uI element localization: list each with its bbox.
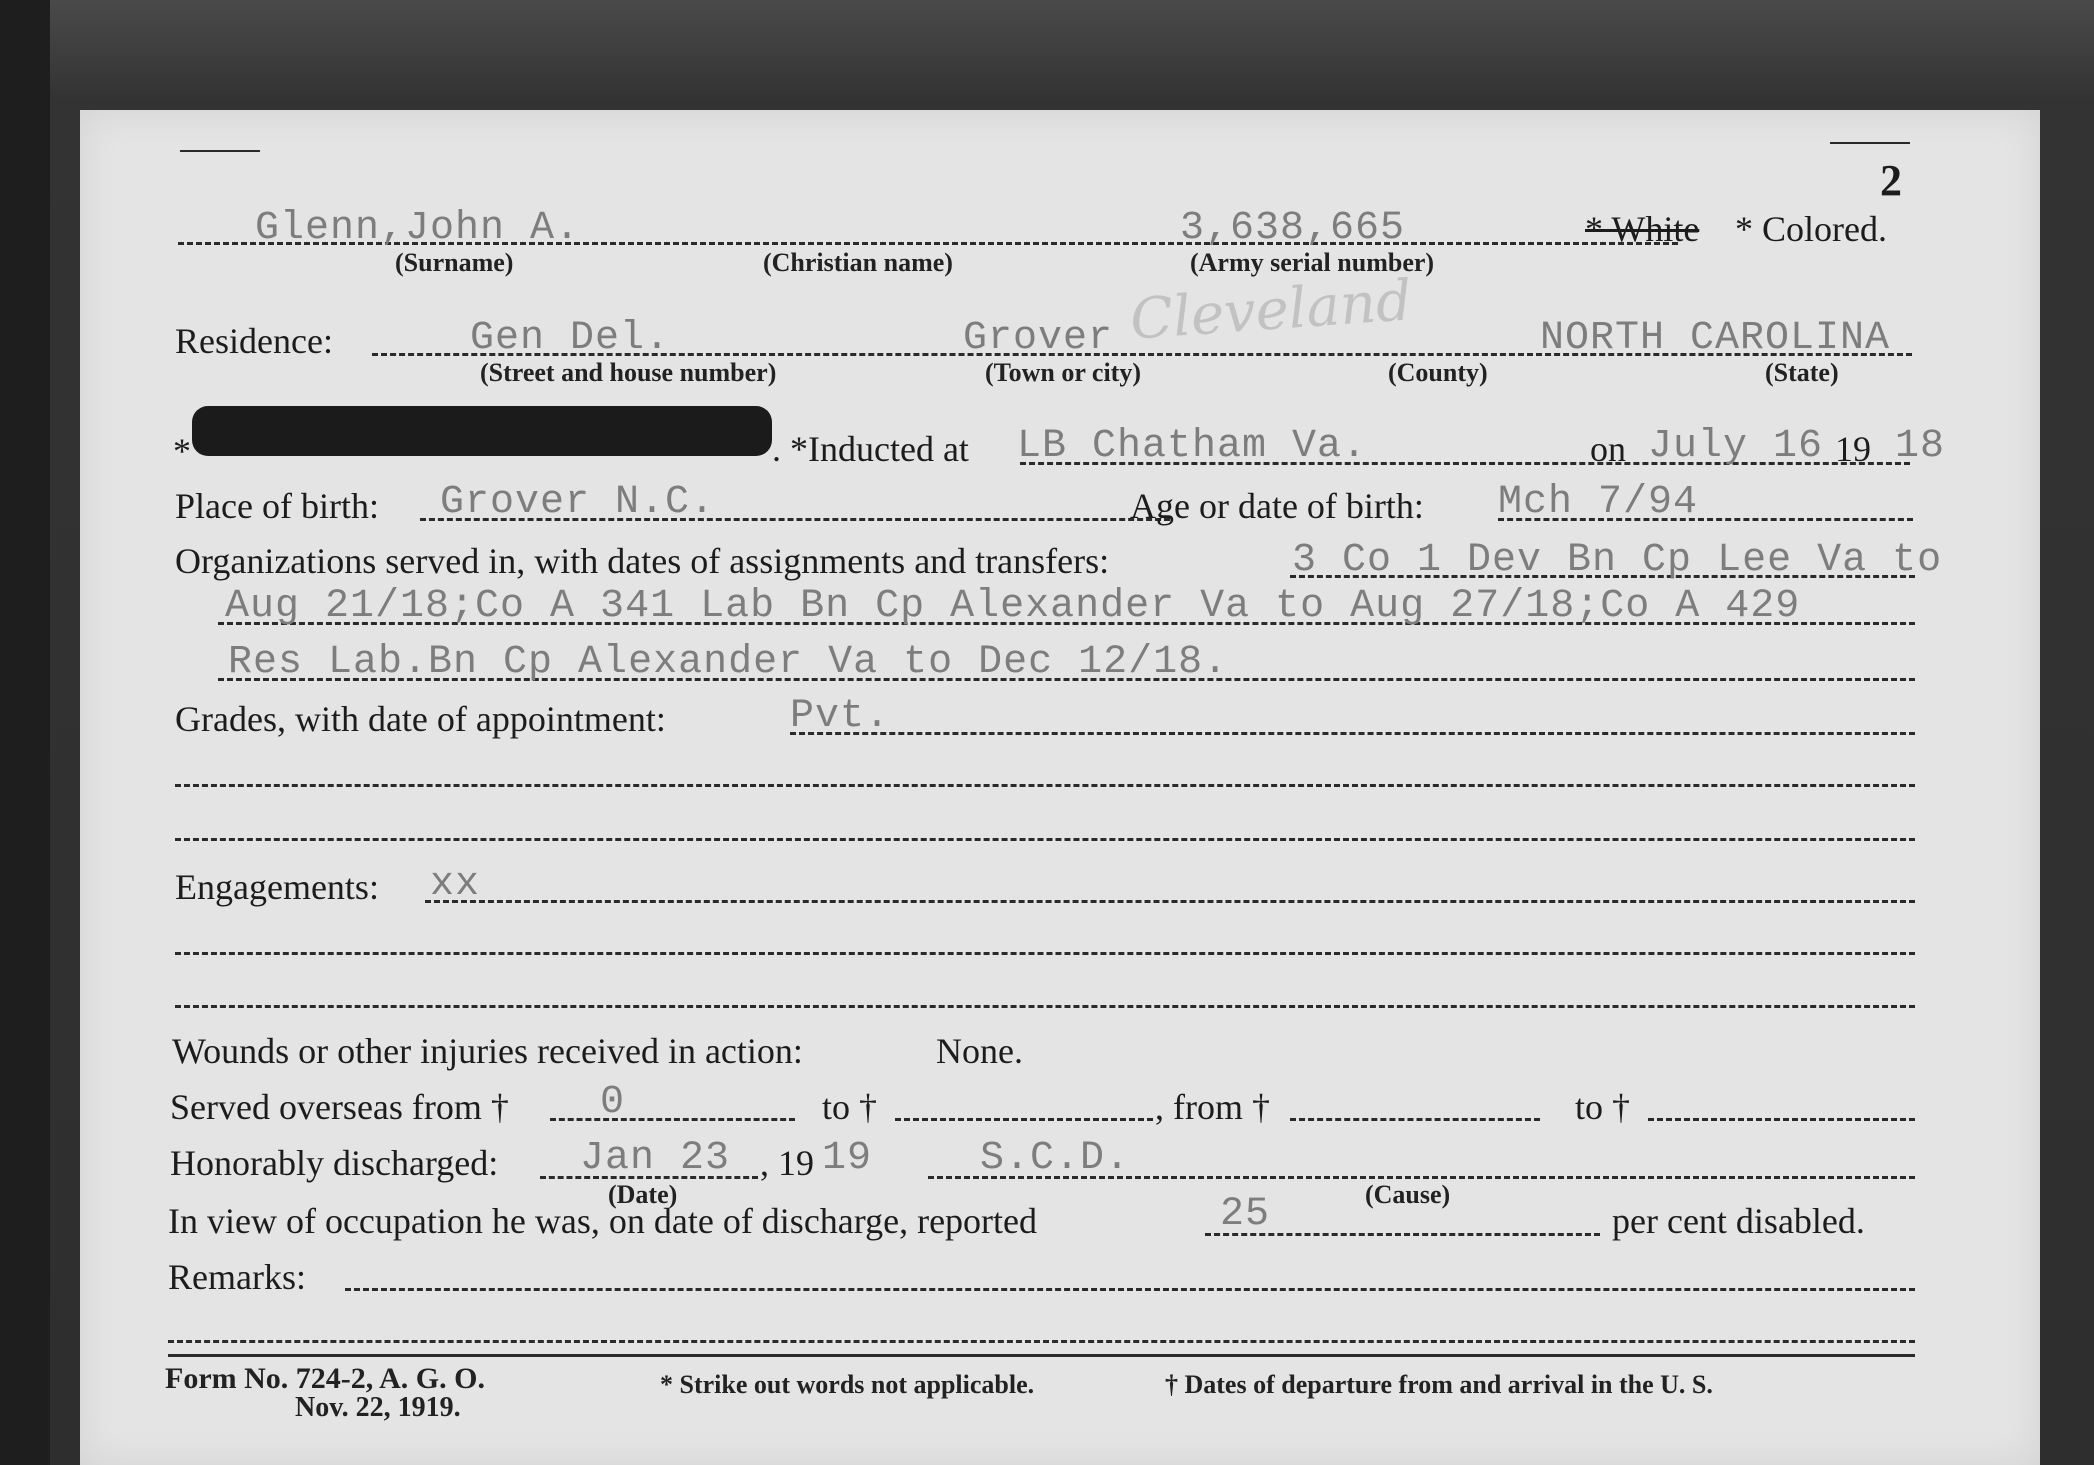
engagements-line-3 <box>175 1005 1915 1008</box>
orgs-line-3-value: Res Lab.Bn Cp Alexander Va to Dec 12/18. <box>228 640 1229 685</box>
residence-county-handwritten: Cleveland <box>1128 268 1414 353</box>
remarks-line-2 <box>168 1340 1915 1343</box>
overseas-to2-line <box>1648 1118 1915 1121</box>
disabled-suffix: per cent disabled. <box>1612 1201 1865 1241</box>
orgs-line-2-value: Aug 21/18;Co A 341 Lab Bn Cp Alexander Va to Aug 27/18;Co A 429 <box>225 584 1801 629</box>
overseas-from-line <box>550 1118 795 1121</box>
organizations-label: Organizations served in, with dates of assignments and transfers: <box>175 541 1110 581</box>
grades-line-3 <box>175 838 1915 841</box>
overseas-from2-label: , from † <box>1155 1087 1270 1127</box>
wounds-label: Wounds or other injuries received in action: <box>172 1031 803 1071</box>
engagements-label: Engagements: <box>175 867 379 907</box>
engagements-value: xx <box>430 862 481 907</box>
overseas-to1-label: to † <box>822 1087 878 1127</box>
grades-line-2 <box>175 784 1915 787</box>
disabled-label: In view of occupation he was, on date of discharge, reported <box>168 1201 1038 1241</box>
footnote-dates: † Dates of departure from and arrival in the U. S. <box>1165 1370 1713 1399</box>
inducted-date: July 16 <box>1648 424 1824 469</box>
discharged-year: 19 <box>822 1136 873 1181</box>
inducted-year-prefix: 19 <box>1835 429 1871 469</box>
discharged-date: Jan 23 <box>580 1136 731 1181</box>
birthplace-value: Grover N.C. <box>440 480 716 525</box>
footnote-strike-out: * Strike out words not applicable. <box>660 1370 1035 1399</box>
orgs-line-1-value: 3 Co 1 Dev Bn Cp Lee Va to <box>1292 538 1943 583</box>
scan-edge <box>0 0 50 1465</box>
race-white <box>1585 208 1699 250</box>
inducted-place: LB Chatham Va. <box>1017 424 1368 469</box>
residence-street: Gen Del. <box>470 316 671 361</box>
redacted-asterisk: * <box>173 431 191 471</box>
on-label: on <box>1590 429 1626 469</box>
label-surname: (Surname) <box>395 248 514 277</box>
birthplace-label: Place of birth: <box>175 486 379 526</box>
engagements-line-2 <box>175 952 1915 955</box>
remarks-line <box>345 1288 1915 1291</box>
serial-value: 3,638,665 <box>1180 206 1406 251</box>
top-left-rule <box>180 150 260 152</box>
label-army-serial: (Army serial number) <box>1190 248 1435 277</box>
overseas-to2-label: to † <box>1575 1087 1631 1127</box>
wounds-value: None. <box>936 1031 1023 1071</box>
page-number: 2 <box>1880 156 1902 205</box>
top-right-rule <box>1830 142 1910 144</box>
age-label: Age or date of birth: <box>1130 486 1424 526</box>
label-cause: (Cause) <box>1365 1180 1451 1209</box>
overseas-from-label: Served overseas from † <box>170 1087 509 1127</box>
remarks-label: Remarks: <box>168 1257 306 1297</box>
grades-label: Grades, with date of appointment: <box>175 699 666 739</box>
discharged-year-prefix: , 19 <box>760 1143 814 1183</box>
inducted-year: 18 <box>1895 424 1946 469</box>
label-christian-name: (Christian name) <box>763 248 953 277</box>
name-value: Glenn,John A. <box>255 206 581 251</box>
footer-rule <box>168 1354 1915 1357</box>
label-county: (County) <box>1388 358 1488 387</box>
service-record-card <box>80 110 2040 1465</box>
label-town: (Town or city) <box>985 358 1141 387</box>
grades-value: Pvt. <box>790 694 891 739</box>
label-street: (Street and house number) <box>480 358 777 387</box>
redacted-enlistment-text <box>192 406 772 456</box>
residence-state: NORTH CAROLINA <box>1540 316 1891 361</box>
overseas-to1-line <box>895 1118 1153 1121</box>
race-white-text: * White <box>1585 209 1700 249</box>
discharged-label: Honorably discharged: <box>170 1143 499 1183</box>
form-number: Form No. 724-2, A. G. O. <box>165 1362 485 1395</box>
engagements-line <box>425 900 1915 903</box>
grades-line <box>790 732 1915 735</box>
label-state: (State) <box>1765 358 1839 387</box>
overseas-from-value: 0 <box>600 1080 626 1125</box>
label-date: (Date) <box>608 1180 678 1209</box>
inducted-label: . *Inducted at <box>772 429 969 469</box>
overseas-from2-line <box>1290 1118 1540 1121</box>
form-date: Nov. 22, 1919. <box>295 1392 461 1423</box>
residence-town: Grover <box>963 316 1114 361</box>
disabled-value: 25 <box>1220 1192 1271 1237</box>
race-colored: * Colored. <box>1735 209 1887 249</box>
age-value: Mch 7/94 <box>1498 480 1699 525</box>
discharged-cause: S.C.D. <box>980 1136 1131 1181</box>
residence-label: Residence: <box>175 321 333 361</box>
